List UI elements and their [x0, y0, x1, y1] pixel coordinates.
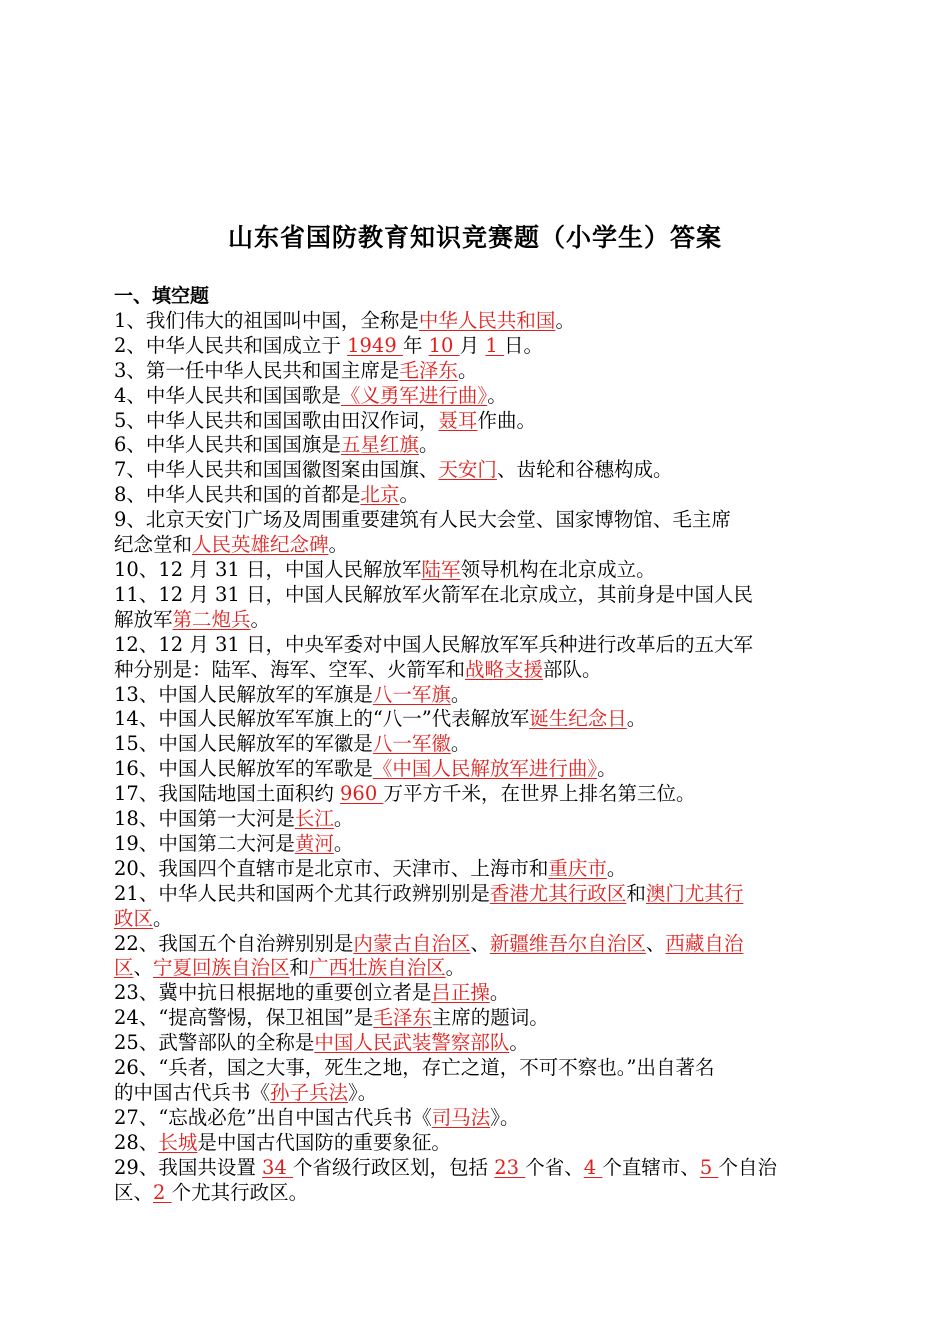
answer-text: 34 — [262, 1155, 294, 1179]
answer-text: 重庆市 — [548, 856, 607, 880]
question-text: 。 — [418, 433, 439, 457]
answer-text: 宁夏回族自治区 — [153, 956, 290, 980]
question-text: 。 — [399, 483, 419, 507]
text-line — [114, 956, 836, 981]
question-text: 。 — [457, 358, 478, 382]
text-line — [114, 857, 836, 882]
text-line — [114, 359, 836, 384]
question-text: 领导机构在北京成立。 — [460, 557, 656, 581]
question-text: 个省级行政区划，包括 — [293, 1155, 495, 1179]
question-text: 。 — [489, 981, 510, 1005]
text-line — [114, 832, 836, 857]
answer-text: 第二炮兵 — [172, 607, 251, 631]
question-text: 》。 — [348, 1081, 378, 1104]
question-text: 种分别是：陆军、海军、空军、火箭军和 — [114, 657, 466, 681]
text-line — [114, 782, 836, 807]
question-text: 10、12 月 31 日，中国人民解放军 — [114, 557, 422, 581]
text-line — [114, 882, 836, 907]
text-line — [114, 1181, 836, 1206]
answer-text: 《中国人民解放军进行曲》 — [372, 757, 598, 781]
text-line — [114, 384, 836, 409]
question-text: 纪念堂和 — [114, 533, 193, 557]
answer-text: 区 — [114, 956, 134, 980]
answer-text: 5 — [699, 1155, 719, 1179]
question-text: 4、中华人民共和国国歌是 — [114, 383, 341, 407]
question-text: 和 — [626, 881, 646, 905]
text-line — [114, 707, 836, 732]
question-text: 解放军 — [114, 607, 173, 631]
answer-text: 司马法 — [431, 1105, 491, 1129]
text-line — [114, 483, 836, 508]
text-line — [114, 334, 836, 359]
question-text: 个省、 — [525, 1155, 584, 1179]
answer-text: 聂耳 — [438, 408, 478, 432]
question-text: 区、 — [114, 1180, 154, 1204]
answer-text: 香港尤其行政区 — [489, 881, 627, 905]
question-text: 17、我国陆地国土面积约 — [114, 782, 341, 806]
text-line — [114, 309, 836, 334]
question-text: 》。 — [490, 1105, 520, 1129]
question-text: 。 — [153, 906, 173, 930]
question-text: 的中国古代兵书《 — [114, 1081, 271, 1104]
answer-text: 北京 — [360, 483, 400, 507]
text-line — [114, 807, 836, 832]
text-line — [114, 1156, 836, 1181]
question-text: 19、中国第二大河是 — [114, 831, 295, 855]
answer-text: 政区 — [114, 906, 154, 930]
question-list — [114, 309, 836, 1206]
question-text: 5、中华人民共和国国歌由田汉作词， — [114, 408, 439, 432]
text-line — [114, 1081, 836, 1106]
question-text: 9、北京天安门广场及周围重要建筑有人民大会堂、国家博物馆、毛主席 — [114, 508, 731, 532]
text-line — [114, 683, 836, 708]
question-text: 18、中国第一大河是 — [114, 807, 295, 831]
question-text: 2、中华人民共和国成立于 — [114, 333, 348, 357]
answer-text: 孙子兵法 — [270, 1081, 349, 1104]
answer-text: 陆军 — [421, 557, 461, 581]
question-text: 22、我国五个自治辨别别是 — [114, 931, 354, 955]
question-text: 个尤其行政区。 — [171, 1180, 309, 1204]
question-text: 6、中华人民共和国国旗是 — [114, 433, 341, 457]
question-text: 日。 — [503, 333, 543, 357]
answer-text: 黄河 — [294, 831, 334, 855]
answer-text: 吕正操 — [431, 981, 490, 1005]
question-text: 28、 — [114, 1130, 159, 1154]
question-text: 24、“提高警惕，保卫祖国”是 — [114, 1006, 374, 1030]
document-title: 山东省国防教育知识竞赛题（小学生）答案 — [227, 223, 722, 252]
answer-text: 五星红旗 — [340, 433, 419, 457]
text-line — [114, 1106, 836, 1131]
answer-text: 战略支援 — [465, 657, 544, 681]
question-text: 。 — [487, 383, 507, 407]
text-line — [114, 658, 836, 683]
text-line — [114, 533, 836, 558]
text-line — [114, 558, 836, 583]
question-text: 21、中华人民共和国两个尤其行政辨别别是 — [114, 881, 490, 905]
text-line — [114, 608, 836, 633]
answer-text: 西藏自治 — [665, 931, 744, 955]
question-text: 27、“忘战必危”出自中国古代兵书《 — [114, 1105, 432, 1129]
answer-text: 天安门 — [438, 458, 497, 482]
answer-text: 10 — [428, 333, 460, 357]
question-text: 。 — [333, 807, 354, 831]
question-text: 、齿轮和谷穗构成。 — [496, 458, 673, 482]
answer-text: 中国人民武装警察部队 — [314, 1031, 510, 1055]
question-text: 1、我们伟大的祖国叫中国，全称是 — [114, 308, 419, 332]
text-line — [114, 981, 836, 1006]
text-line — [114, 633, 836, 658]
text-line — [114, 1031, 836, 1056]
answer-text: 广西壮族自治区 — [309, 956, 446, 980]
question-text: 8、中华人民共和国的首都是 — [114, 483, 361, 507]
question-text: 、 — [470, 931, 490, 955]
text-line — [114, 1056, 836, 1081]
answer-text: 中华人民共和国 — [418, 308, 556, 332]
answer-text: 960 — [340, 782, 384, 806]
question-text: 。 — [555, 308, 575, 332]
text-line — [114, 757, 836, 782]
question-text: 。 — [328, 533, 349, 557]
question-text: 。 — [606, 856, 627, 880]
answer-text: 毛泽东 — [399, 358, 458, 382]
answer-text: 八一军旗 — [372, 682, 451, 706]
question-text: 29、我国共设置 — [114, 1155, 263, 1179]
question-text: 23、冀中抗日根据地的重要创立者是 — [114, 981, 432, 1005]
question-text: 。 — [333, 831, 354, 855]
document-body — [114, 284, 836, 1206]
text-line — [114, 433, 836, 458]
question-text: 12、12 月 31 日，中央军委对中国人民解放军军兵种进行改革后的五大军 — [114, 632, 754, 656]
question-text: 。 — [450, 682, 471, 706]
text-line — [114, 932, 836, 957]
answer-text: 新疆维吾尔自治区 — [489, 931, 646, 955]
text-line — [114, 1131, 836, 1156]
question-text: 主席的题词。 — [431, 1006, 549, 1030]
question-text: 个自治 — [718, 1155, 778, 1179]
question-text: 。 — [250, 607, 271, 631]
answer-text: 长城 — [158, 1130, 198, 1154]
answer-text: 2 — [153, 1180, 172, 1204]
answer-text: 1949 — [347, 333, 403, 357]
text-line — [114, 1006, 836, 1031]
question-text: 3、第一任中华人民共和国主席是 — [114, 358, 400, 382]
question-text: 。 — [597, 757, 617, 781]
question-text: 。 — [626, 707, 647, 731]
section-heading: 一、填空题 — [114, 285, 210, 307]
answer-text: 23 — [494, 1155, 526, 1179]
question-text: 11、12 月 31 日，中国人民解放军火箭军在北京成立，其前身是中国人民 — [114, 582, 754, 606]
answer-text: 毛泽东 — [373, 1006, 432, 1030]
answer-text: 1 — [485, 333, 504, 357]
answer-text: 八一军徽 — [372, 732, 451, 756]
question-text: 月 — [459, 333, 486, 357]
question-text: 个直辖市、 — [602, 1155, 700, 1179]
question-text: 16、中国人民解放军的军歌是 — [114, 757, 373, 781]
question-text: 13、中国人民解放军的军旗是 — [114, 682, 373, 706]
question-text: 26、“兵者，国之大事，死生之地，存亡之道，不可不察也。”出自著名 — [114, 1056, 715, 1080]
question-text: 15、中国人民解放军的军徽是 — [114, 732, 373, 756]
question-text: 20、我国四个直辖市是北京市、天津市、上海市和 — [114, 856, 549, 880]
question-text: 年 — [402, 333, 429, 357]
question-text: 。 — [445, 956, 466, 980]
question-text: 和 — [289, 956, 310, 980]
answer-text: 长江 — [294, 807, 334, 831]
answer-text: 人民英雄纪念碑 — [192, 533, 329, 557]
text-line — [114, 907, 836, 932]
question-text: 作曲。 — [477, 408, 536, 432]
answer-text: 《义勇军进行曲》 — [340, 383, 488, 407]
text-line — [114, 409, 836, 434]
answer-text: 4 — [583, 1155, 603, 1179]
answer-text: 内蒙古自治区 — [353, 931, 471, 955]
question-text: 万平方千米，在世界上排名第三位。 — [383, 782, 696, 806]
question-text: 是中国古代国防的重要象征。 — [197, 1130, 451, 1154]
answer-text: 澳门尤其行 — [645, 881, 744, 905]
text-line — [114, 732, 836, 757]
question-text: 25、武警部队的全称是 — [114, 1031, 315, 1055]
question-text: 。 — [450, 732, 471, 756]
question-text: 部队。 — [543, 657, 602, 681]
text-line — [114, 508, 836, 533]
question-text: 7、中华人民共和国国徽图案由国旗、 — [114, 458, 439, 482]
text-line — [114, 583, 836, 608]
question-text: 14、中国人民解放军军旗上的“八一”代表解放军 — [114, 707, 530, 731]
question-text: 、 — [133, 956, 154, 980]
answer-text: 诞生纪念日 — [529, 707, 627, 731]
question-text: 。 — [509, 1031, 529, 1055]
question-text: 、 — [645, 931, 666, 955]
text-line — [114, 458, 836, 483]
